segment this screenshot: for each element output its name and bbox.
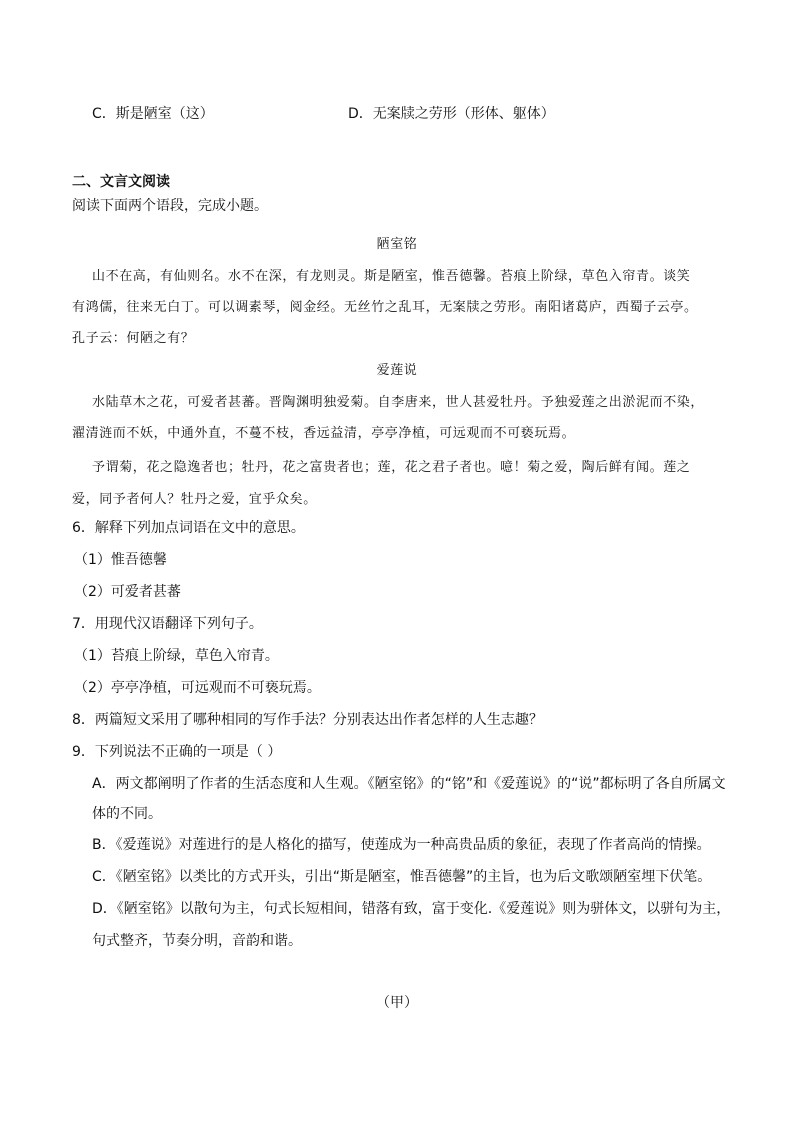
question-9-option-a-cont: 体的不同。 bbox=[92, 806, 162, 822]
question-7-stem: 7．用现代汉语翻译下列句子。 bbox=[72, 616, 263, 632]
question-9-option-d: D．《陋室铭》以散句为主，句式长短相间，错落有致，富于变化.《爱莲说》则为骈体文，以骈句为主， bbox=[92, 901, 731, 917]
question-9-stem: 9．下列说法不正确的一项是（ ） bbox=[72, 744, 282, 760]
question-6-item: （1）惟吾德馨 bbox=[74, 552, 167, 568]
section-heading: 二、文言文阅读 bbox=[72, 174, 170, 190]
question-6-item: （2）可爱者甚蕃 bbox=[74, 584, 181, 600]
passage2-line: 爱，同予者何人？牡丹之爱，宜乎众矣。 bbox=[72, 492, 317, 507]
passage2-line: 予谓菊，花之隐逸者也；牡丹，花之富贵者也；莲，花之君子者也。噫！菊之爱，陶后鲜有闻。莲之 bbox=[92, 460, 691, 475]
passage2-line: 水陆草木之花，可爱者甚蕃。晋陶渊明独爱菊。自李唐来，世人甚爱牡丹。予独爱莲之出淤泥而不染， bbox=[92, 395, 705, 410]
question-9-option-c: C．《陋室铭》以类比的方式开头，引出“斯是陋室，惟吾德馨”的主旨，也为后文歌颂陋室埋下伏笔。 bbox=[92, 869, 712, 885]
question-7-item: （1）苔痕上阶绿，草色入帘青。 bbox=[74, 648, 279, 664]
passage2-line: 濯清涟而不妖，中通外直，不蔓不枝，香远益清，亭亭净植，可远观而不可亵玩焉。 bbox=[72, 426, 576, 441]
instruction: 阅读下面两个语段，完成小题。 bbox=[72, 198, 268, 214]
question-9-option-a: A．两文都阐明了作者的生活态度和人生观。《陋室铭》的“铭”和《爱莲说》的“说”都标明了各自所属文 bbox=[92, 776, 726, 792]
question-9-option-d-cont: 句式整齐，节奏分明，音韵和谐。 bbox=[92, 933, 302, 949]
option-d: D．无案牍之劳形（形体、躯体） bbox=[348, 106, 555, 122]
passage1-title: 陋室铭 bbox=[376, 237, 418, 252]
passage1-line: 孔子云：何陋之有？ bbox=[72, 331, 195, 346]
question-6-stem: 6．解释下列加点词语在文中的意思。 bbox=[72, 520, 305, 536]
question-8-stem: 8．两篇短文采用了哪种相同的写作手法？分别表达出作者怎样的人生志趣？ bbox=[72, 712, 543, 728]
passage1-line: 山不在高，有仙则名。水不在深，有龙则灵。斯是陋室，惟吾德馨。苔痕上阶绿，草色入帘青。谈笑 bbox=[92, 269, 691, 284]
footer-label: （甲） bbox=[376, 995, 418, 1011]
question-7-item: （2）亭亭净植，可远观而不可亵玩焉。 bbox=[74, 680, 321, 696]
option-c: C．斯是陋室（这） bbox=[92, 106, 214, 122]
passage1-line: 有鸿儒，往来无白丁。可以调素琴，阅金经。无丝竹之乱耳，无案牍之劳形。南阳诸葛庐，西蜀子云亭。 bbox=[72, 300, 698, 315]
question-9-option-b: B．《爱莲说》对莲进行的是人格化的描写，使莲成为一种高贵品质的象征，表现了作者高尚的情操。 bbox=[92, 837, 711, 853]
passage2-title: 爱莲说 bbox=[376, 363, 418, 378]
